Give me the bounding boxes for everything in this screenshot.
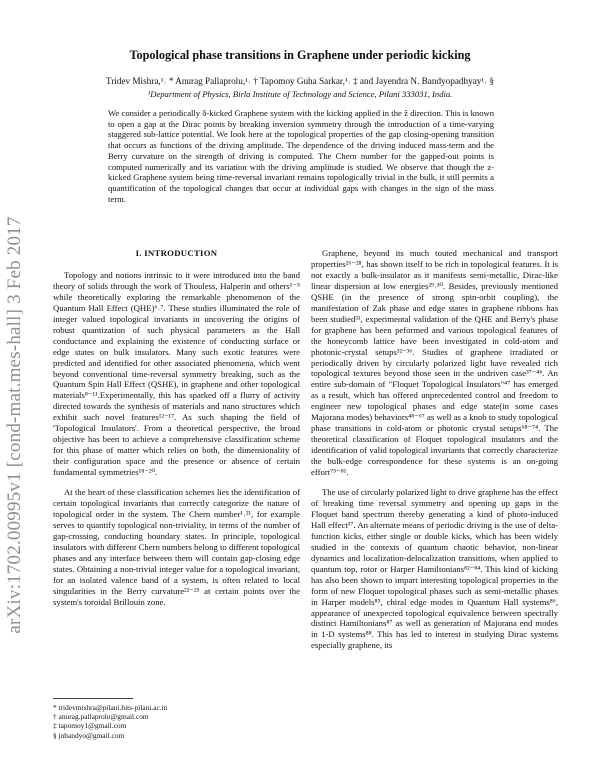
body-paragraph: The use of circularly polarized light to drive graphene has the effect of breaking time reversal symmetry and opening up gaps in the Floquet band spectrum thereby generating a kind of photo-induced Hall effect³⁷. An alternate means of periodic driving is the use of delta-function kicks, either single or double kicks, which has been widely studied in the contexts of quantum chaotic behavior, non-linear dynamics and localization-delocalization transitions, when applied to quantum top, rotor or Harper Hamiltonians⁸²⁻⁸⁴. This kind of kicking has also been shown to impart interesting topological properties in the form of new Floquet topological phases such as semi-metallic phases in Harper models⁸⁵, chiral edge modes in Quantum Hall systems⁸⁶, appearance of unexpected topological equivalence between spectrally distinct Hamiltonians⁸⁷ as well as generation of Majorana end modes in 1-D systems⁸⁸. This has led to interest in studying Dirac systems especially graphene, its — [311, 487, 558, 651]
footnote-divider — [53, 698, 133, 699]
body-paragraph: Topology and notions intrinsic to it were introduced into the band theory of solids through the work of Thouless, Halperin and others¹⁻⁵ while theoretically exploring the remarkable phenomenon of the Quantum Hall Effect (QHE)⁶˒⁷. These studies illuminated the role of integer valued topological invariants in uncovering the origins of robust quantization of such physical parameters as the Hall conductance and explaining the existence of conducting surface or edge states on bulk insulators. Many such exotic features were predicted and identified for other associated phenomena, which went beyond conventional time-reversal symmetry breaking, such as the Quantum Spin Hall Effect (QSHE), in graphene and other topological materials⁸⁻¹¹.Experimentally, this has sparked off a flurry of activity directed towards the synthesis of materials and nano structures which exhibit such novel features¹²⁻¹⁷. As such shaping the field of 'Topological Insulators'. From a theoretical perspective, the broad objective has been to achieve a comprehensive classification scheme for this phase of matter which relies on both, the dimensionality of their configuration space and the presence or absence of certain fundamental symmetries¹⁸⁻²⁰. — [53, 269, 300, 478]
left-column — [53, 248, 300, 608]
paper-header — [60, 48, 540, 100]
author-affiliation: ¹Department of Physics, Birla Institute of Technology and Science, Pilani 333031, India. — [147, 89, 453, 99]
abstract: We consider a periodically δ-kicked Graphene system with the kicking applied in the ẑ direction. This is known to open a gap at the Dirac points by breaking inversion symmetry through the introduction of a time-varying staggered sub-lattice potential. We look here at the topological properties of the gap closing-opening transition that occurs as functions of the driving amplitude. The dependence of the driving induced mass-term and the Berry curvature on the strength of driving is computed. The Chern number for the gapped-out points is computed numerically and its variation with the driving amplitude is studied. We observe that though the z-kicked Graphene system being time-reversal invariant remains topologically trivial in the bulk, it still permits a quantification of the topological changes that occur at individual gaps with changes in the sign of the mass term. — [108, 108, 494, 204]
footnote-email: * tridevmishra@pilani.bits-pilani.ac.in — [53, 703, 168, 712]
right-column — [311, 248, 558, 651]
footnote-email: † anurag.pallaprolu@gmail.com — [53, 712, 149, 722]
body-paragraph: At the heart of these classification schemes lies the identification of certain topological invariants that correctly categorize the nature of topological order in the system. The Chern number¹˒²¹, for example serves to quantify topological non-triviality, in terms of the number of gap-crossing, conducting boundary states. In principle, topological insulators with different Chern numbers belong to different topological phases and any interface between them will contain gap-closing edge states. Obtaining a non-trivial integer value for a topological invariant, for an isolated valence band of a system, is often related to local singularities in the Berry curvature²²⁻²⁵ at certain points over the system's toroidal Brillouin zone. — [53, 487, 300, 607]
author-list: Tridev Mishra,¹˒ * Anurag Pallaprolu,¹˒ † Tapomoy Guha Sarkar,¹˒ ‡ and Jayendra N. Bandyopadhyay¹˒ § — [105, 76, 495, 86]
arxiv-identifier-text: arXiv:1702.00995v1 [cond-mat.mes-hall] 3 Feb 2017 — [4, 216, 25, 634]
arxiv-identifier-stamp — [2, 130, 28, 720]
body-paragraph: Graphene, beyond its much touted mechanical and transport properties²⁶⁻²⁸, has shown itself to be rich in topological features. It is not exactly a bulk-insulator as it manifests semi-metallic, Dirac-like linear dispersion at low energies²⁹˒³⁰. Besides, previously mentioned QSHE (in the presence of strong spin-orbit coupling), the manifestation of Zak phase and edge states in graphene ribbons has been studied³¹, experimental validation of the QHE and Berry's phase for graphene has been peformed and various topological features of the honeycomb lattice have been investigated in cold-atom and photonic-crystal setups³²⁻³⁶. Studies of graphene irradiated or periodically driven by circularly polarized light have revealed rich topological textures beyond those seen in the undriven case³⁷⁻⁴⁶. An entire sub-domain of "Floquet Topological Insulators"⁴⁷ has emerged as a result, which has offered unprecedented control and freedom to engineer new topological phases and edge state(in some cases Majorana modes) behaviors⁴⁸⁻⁶⁷ as well as a knob to study topological phase transitions in cold-atom or photonic crystal setups⁶⁸⁻⁷⁴. The theoretical classification of Floquet topological insulators and the identification of valid topological invariants that correctly characterize the bulk-edge correspondence for these systems is an on-going effort⁷⁵⁻⁸¹. — [311, 248, 558, 478]
footnotes — [53, 698, 300, 740]
footnote-email: § jnbandyo@gmail.com — [53, 730, 125, 740]
section-heading-introduction: I. INTRODUCTION — [135, 248, 218, 258]
paper-title: Topological phase transitions in Graphene under periodic kicking — [129, 48, 471, 62]
footnote-email: ‡ tapomoy1@gmail.com — [53, 721, 127, 731]
